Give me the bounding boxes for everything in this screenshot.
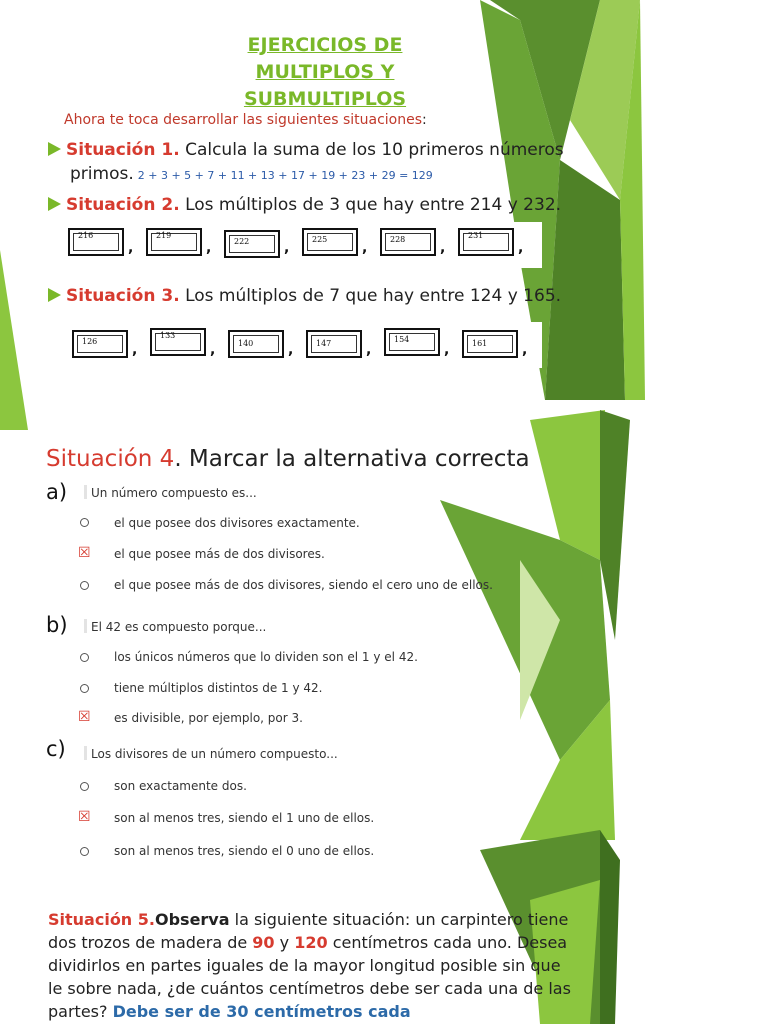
option-text: el que posee más de dos divisores, siendo el cero uno de ellos. <box>114 578 493 592</box>
answer-box-value: 161 <box>472 339 488 348</box>
situation-2-boxes <box>62 222 542 268</box>
situation-5-answer: Debe ser de 30 centímetros cada <box>112 1002 411 1021</box>
answer-box-value: 228 <box>390 235 406 244</box>
answer-box-value: 126 <box>82 337 98 346</box>
situation-1-label: Situación 1. <box>66 140 180 160</box>
situation-3-text: Los múltiplos de 7 que hay entre 124 y 165. <box>185 286 562 306</box>
question-a <box>46 480 67 504</box>
question-c <box>46 737 66 761</box>
answer-box-value: 222 <box>234 237 250 246</box>
question-prompt: El 42 es compuesto porque... <box>91 620 267 634</box>
question-letter: c) <box>46 737 66 761</box>
answer-box <box>146 228 202 256</box>
question-letter: a) <box>46 480 68 504</box>
answer-box <box>302 228 358 256</box>
answer-box <box>72 330 128 358</box>
answer-box <box>306 330 362 358</box>
separator-comma: , <box>440 240 446 256</box>
option-text: son al menos tres, siendo el 1 uno de ellos. <box>114 811 375 825</box>
answer-box <box>228 330 284 358</box>
question-letter: b) <box>46 613 68 637</box>
question-prompt: Los divisores de un número compuesto... <box>91 747 338 761</box>
cross-mark-icon[interactable]: ☒ <box>78 809 91 825</box>
option-b2[interactable] <box>80 682 89 696</box>
option-text: el que posee más de dos divisores. <box>114 547 325 561</box>
situation-5-paragraph <box>48 908 578 1023</box>
situation-2-label: Situación 2. <box>66 195 180 215</box>
answer-box <box>224 230 280 258</box>
separator-comma: , <box>210 342 216 358</box>
radio-empty-icon[interactable] <box>80 684 89 693</box>
page-title <box>200 32 450 113</box>
situation-5-number-2: 120 <box>294 933 328 952</box>
triangle-bullet-icon <box>48 197 61 211</box>
separator-comma: , <box>206 240 212 256</box>
situation-1-line2 <box>70 164 433 184</box>
separator-comma: , <box>518 240 524 256</box>
situation-5-text-2: y <box>274 933 295 952</box>
intro-colon: : <box>422 112 427 128</box>
radio-empty-icon[interactable] <box>80 847 89 856</box>
separator-comma: , <box>366 342 372 358</box>
triangle-bullet-icon <box>48 142 61 156</box>
title-line-1: EJERCICIOS DE <box>247 34 403 56</box>
answer-box <box>380 228 436 256</box>
situation-5-number-1: 90 <box>252 933 275 952</box>
separator-comma: , <box>288 342 294 358</box>
answer-box <box>68 228 124 256</box>
triangle-bullet-icon <box>48 288 61 302</box>
option-a2[interactable] <box>78 545 91 561</box>
radio-empty-icon[interactable] <box>80 653 89 662</box>
answer-box-value: 216 <box>78 231 94 240</box>
cross-mark-icon[interactable]: ☒ <box>78 545 91 561</box>
question-a-prompt <box>84 485 257 500</box>
situation-1 <box>48 140 564 160</box>
situation-3 <box>48 286 561 306</box>
option-text: son exactamente dos. <box>114 779 247 793</box>
radio-empty-icon[interactable] <box>80 581 89 590</box>
cross-mark-icon[interactable]: ☒ <box>78 709 91 725</box>
answer-box-value: 231 <box>468 231 484 240</box>
intro-text <box>64 112 427 128</box>
title-line-3: SUBMULTIPLOS <box>243 88 407 110</box>
separator-comma: , <box>128 240 134 256</box>
option-b3[interactable] <box>78 709 91 725</box>
option-text: el que posee dos divisores exactamente. <box>114 516 360 530</box>
option-a1[interactable] <box>80 516 89 530</box>
situation-2 <box>48 195 561 215</box>
answer-box <box>384 328 440 356</box>
option-c3[interactable] <box>80 845 89 859</box>
question-prompt: Un número compuesto es... <box>91 486 257 500</box>
option-b1[interactable] <box>80 651 89 665</box>
answer-box-value: 225 <box>312 235 328 244</box>
situation-4-heading <box>46 446 530 472</box>
option-text: tiene múltiplos distintos de 1 y 42. <box>114 681 323 695</box>
question-b-prompt <box>84 619 266 634</box>
answer-box <box>462 330 518 358</box>
option-c2[interactable] <box>78 809 91 825</box>
separator-comma: , <box>444 342 450 358</box>
radio-empty-icon[interactable] <box>80 518 89 527</box>
answer-box-value: 219 <box>156 231 172 240</box>
situation-4-text: . Marcar la alternativa correcta <box>174 446 530 472</box>
situation-1-text-2: primos. <box>70 164 134 184</box>
answer-box-value: 133 <box>160 331 176 340</box>
situation-1-text: Calcula la suma de los 10 primeros números <box>185 140 564 160</box>
primes-sum: 2 + 3 + 5 + 7 + 11 + 13 + 17 + 19 + 23 + 29 = 129 <box>137 169 433 182</box>
separator-comma: , <box>362 240 368 256</box>
separator-comma: , <box>132 342 138 358</box>
answer-box-value: 140 <box>238 339 254 348</box>
option-text: los únicos números que lo dividen son el 1 y el 42. <box>114 650 418 664</box>
situation-3-boxes <box>66 322 542 368</box>
option-text: son al menos tres, siendo el 0 uno de ellos. <box>114 844 375 858</box>
answer-box-value: 147 <box>316 339 332 348</box>
answer-box <box>458 228 514 256</box>
situation-4-label: Situación 4 <box>46 446 175 472</box>
situation-5-observa: Observa <box>154 910 230 929</box>
radio-empty-icon[interactable] <box>80 782 89 791</box>
intro-label: Ahora te toca desarrollar las siguientes situaciones <box>64 112 423 128</box>
situation-5-text-1: la siguiente situación: un carpintero tiene dos trozos de madera de <box>48 910 569 952</box>
situation-3-label: Situación 3. <box>66 286 180 306</box>
option-a3[interactable] <box>80 579 89 593</box>
situation-5-label: Situación 5. <box>48 910 155 929</box>
answer-box <box>150 328 206 356</box>
separator-comma: , <box>284 240 290 256</box>
question-c-prompt <box>84 746 338 761</box>
question-b <box>46 613 68 637</box>
situation-5-text-3: centímetros cada uno. Desea dividirlos en partes iguales de la mayor longitud posible sin que le sobre nada, ¿de cuántos centímetros debe ser cada una de las partes? <box>48 933 571 1021</box>
separator-comma: , <box>522 342 528 358</box>
situation-2-text: Los múltiplos de 3 que hay entre 214 y 232. <box>185 195 562 215</box>
title-line-2: MULTIPLOS Y <box>255 61 395 83</box>
option-text: es divisible, por ejemplo, por 3. <box>114 711 303 725</box>
answer-box-value: 154 <box>394 335 410 344</box>
option-c1[interactable] <box>80 780 89 794</box>
